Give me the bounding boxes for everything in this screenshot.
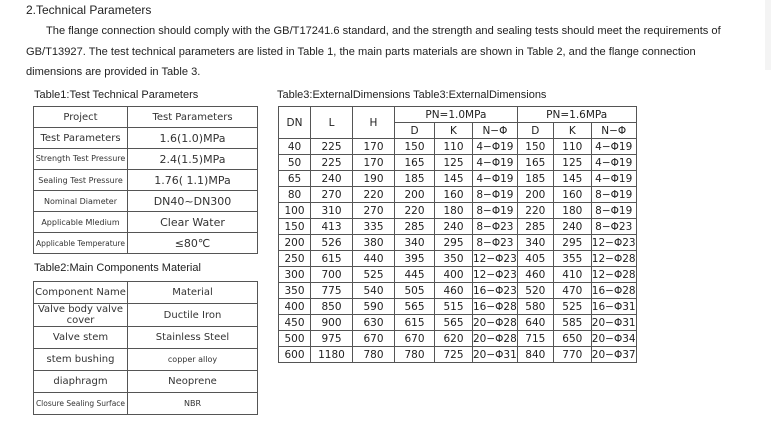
table-cell: 170	[353, 139, 395, 155]
table-cell: 600	[279, 347, 311, 363]
table-row	[34, 191, 258, 212]
table-cell: 180	[435, 203, 473, 219]
table-row	[279, 267, 637, 283]
table-cell: 670	[395, 331, 435, 347]
table-header-cell: K	[553, 123, 591, 139]
table-cell: 300	[279, 267, 311, 283]
table-row	[279, 331, 637, 347]
table-cell: 725	[435, 347, 473, 363]
table-cell: 180	[553, 203, 591, 219]
table-cell: 285	[517, 219, 553, 235]
table-cell: Nominal Diameter	[34, 191, 128, 212]
table-cell: 770	[553, 347, 591, 363]
table-cell: 100	[279, 203, 311, 219]
table1-caption: Table1:Test Technical Parameters	[34, 89, 199, 101]
table-cell: 20−Φ28	[473, 316, 517, 329]
table-cell: 975	[311, 331, 353, 347]
table-cell: 295	[553, 235, 591, 251]
table-row	[34, 128, 258, 149]
table-cell: 540	[353, 283, 395, 299]
table-row	[279, 139, 637, 155]
paragraph-text: The flange connection should comply with the GB/T17241.6 standard, and the strength and sealing tests should meet the requirements of GB/T13927. The test technical parameters are listed in Table 1, the main parts materials are shown in Table 2, and the flange connection dimensions are provided in Table 3.	[26, 25, 721, 78]
table-cell: 12−Φ28	[591, 268, 636, 281]
table-cell: Stainless Steel	[128, 327, 258, 349]
table-row	[34, 233, 258, 254]
table-cell: 4−Φ19	[473, 155, 518, 171]
table-row	[279, 347, 637, 363]
table-cell: 400	[279, 299, 311, 315]
table-cell: 413	[311, 219, 353, 235]
table-cell: 20−Φ31	[473, 348, 517, 361]
table-cell: 285	[395, 219, 435, 235]
table-cell: 840	[517, 347, 553, 363]
table-cell: 445	[395, 267, 435, 283]
table-row	[279, 235, 637, 251]
table-cell: 340	[517, 235, 553, 251]
table-cell: 590	[353, 299, 395, 315]
table-cell: 670	[353, 331, 395, 347]
table3-caption: Table3:ExternalDimensions Table3:ExternalDimensions	[277, 89, 547, 101]
table-cell: 12−Φ28	[591, 252, 636, 265]
table-header-cell: D	[395, 123, 435, 139]
table-cell: 615	[311, 251, 353, 267]
table-cell: 780	[353, 347, 395, 363]
table-cell: 16−Φ28	[473, 300, 517, 313]
table-cell: Applicable Mledium	[34, 212, 128, 233]
table-cell: NBR	[128, 393, 258, 415]
table-cell: 526	[311, 235, 353, 251]
table-row	[279, 187, 637, 203]
table-cell: 200	[279, 235, 311, 251]
table-body	[279, 139, 637, 363]
table-cell: 240	[435, 219, 473, 235]
table-header-cell: L	[311, 107, 353, 139]
table-row	[279, 299, 637, 315]
external-dimensions-table	[278, 106, 637, 363]
table-cell: Component Name	[34, 282, 128, 304]
table-cell: copper alloy	[128, 349, 258, 371]
table-cell: 565	[395, 299, 435, 315]
table-cell: stem bushing	[34, 349, 128, 371]
table-cell: 355	[553, 251, 591, 267]
table-cell: 640	[517, 315, 553, 331]
table-cell: 395	[395, 251, 435, 267]
table-cell: 585	[553, 315, 591, 331]
table-cell: 335	[353, 219, 395, 235]
table-cell: Material	[128, 282, 258, 304]
page-edge-shadow	[765, 0, 771, 70]
table-cell: 630	[353, 315, 395, 331]
table-cell: 780	[395, 347, 435, 363]
table-cell: 715	[517, 331, 553, 347]
table-cell: diaphragm	[34, 371, 128, 393]
table-cell: Test Parameters	[34, 128, 128, 149]
table-cell: 4−Φ19	[473, 171, 518, 187]
table-cell: 470	[553, 283, 591, 299]
table-cell: 615	[395, 315, 435, 331]
table-header-row	[34, 107, 258, 128]
table-cell: 12−Φ23	[473, 268, 517, 281]
table-cell: 1180	[311, 347, 353, 363]
section-paragraph	[26, 21, 751, 83]
table-cell: 460	[517, 267, 553, 283]
table-cell: Strength Test Pressure	[34, 149, 128, 170]
table-cell: 8−Φ23	[473, 235, 518, 251]
table-cell: 650	[553, 331, 591, 347]
table-cell: 185	[517, 171, 553, 187]
table-cell: Valve body valve cover	[34, 304, 128, 327]
table-cell: 16−Φ31	[591, 300, 636, 313]
table-cell: 12−Φ23	[591, 236, 636, 249]
table-cell: 40	[279, 139, 311, 155]
table-row	[34, 371, 258, 393]
table-cell: 125	[435, 155, 473, 171]
table-cell: 20−Φ31	[591, 316, 636, 329]
table-cell: 410	[553, 267, 591, 283]
table-cell: 125	[553, 155, 591, 171]
table-cell: 220	[517, 203, 553, 219]
table-cell: 240	[553, 219, 591, 235]
table-cell: 350	[279, 283, 311, 299]
table-header-cell: K	[435, 123, 473, 139]
table-cell: 240	[311, 171, 353, 187]
table-cell: 225	[311, 155, 353, 171]
table-cell: 8−Φ23	[473, 219, 518, 235]
table-header-cell: D	[517, 123, 553, 139]
table-cell: 4−Φ19	[591, 171, 636, 187]
table-cell: DN40~DN300	[128, 191, 258, 212]
table-cell: 145	[553, 171, 591, 187]
materials-table	[33, 281, 258, 415]
table-cell: ≤80℃	[128, 233, 258, 254]
table-cell: 160	[553, 187, 591, 203]
table-cell: 565	[435, 315, 473, 331]
table-header-cell: Test Parameters	[128, 107, 258, 128]
table-cell: 515	[435, 299, 473, 315]
table-cell: 145	[435, 171, 473, 187]
table-cell: 150	[517, 139, 553, 155]
section-heading: 2.Technical Parameters	[26, 3, 152, 17]
table-header-cell: DN	[279, 107, 311, 139]
table-cell: 16−Φ28	[591, 284, 636, 297]
table-cell: Sealing Test Pressure	[34, 170, 128, 191]
table-header-cell: PN=1.6MPa	[517, 107, 636, 123]
table-row	[34, 149, 258, 170]
table-cell: 80	[279, 187, 311, 203]
table-cell: 400	[435, 267, 473, 283]
table-cell: 1.6(1.0)MPa	[128, 128, 258, 149]
table-cell: 2.4(1.5)MPa	[128, 149, 258, 170]
table-row	[34, 170, 258, 191]
table-row	[279, 219, 637, 235]
table-row	[34, 212, 258, 233]
table-cell: 4−Φ19	[473, 139, 518, 155]
table-cell: 270	[353, 203, 395, 219]
table-cell: Applicable Temperature	[34, 233, 128, 254]
table-cell: 16−Φ23	[473, 284, 517, 297]
table-cell: 20−Φ34	[591, 332, 636, 345]
table-cell: 110	[553, 139, 591, 155]
table-cell: 220	[353, 187, 395, 203]
test-parameters-table	[33, 106, 258, 254]
table-cell: 700	[311, 267, 353, 283]
table-cell: 620	[435, 331, 473, 347]
table-cell: 500	[279, 331, 311, 347]
table-cell: 165	[517, 155, 553, 171]
table-cell: 460	[435, 283, 473, 299]
table-row	[34, 393, 258, 415]
table-row	[34, 304, 258, 327]
table-cell: Valve stem	[34, 327, 128, 349]
table-cell: 505	[395, 283, 435, 299]
table-cell: Ductile Iron	[128, 304, 258, 327]
table-row	[279, 251, 637, 267]
table-cell: 8−Φ19	[473, 203, 518, 219]
table-cell: 12−Φ23	[473, 252, 517, 265]
table-cell: 4−Φ19	[591, 139, 636, 155]
table-cell: 160	[435, 187, 473, 203]
table-cell: Neoprene	[128, 371, 258, 393]
table-cell: 900	[311, 315, 353, 331]
table-header-cell: Project	[34, 107, 128, 128]
table-cell: 580	[517, 299, 553, 315]
table-cell: 200	[395, 187, 435, 203]
table-cell: 350	[435, 251, 473, 267]
table-cell: 440	[353, 251, 395, 267]
table-row	[34, 349, 258, 371]
table-cell: 1.76( 1.1)MPa	[128, 170, 258, 191]
table-row	[279, 283, 637, 299]
table-cell: 295	[435, 235, 473, 251]
table-cell: 450	[279, 315, 311, 331]
table-cell: 165	[395, 155, 435, 171]
table-cell: 4−Φ19	[591, 155, 636, 171]
table-cell: 150	[279, 219, 311, 235]
table-cell: 250	[279, 251, 311, 267]
table-cell: 190	[353, 171, 395, 187]
table-cell: 220	[395, 203, 435, 219]
table-row	[279, 203, 637, 219]
table-cell: 20−Φ28	[473, 332, 517, 345]
table-header-cell: PN=1.0MPa	[395, 107, 518, 123]
table-header-row	[279, 107, 637, 123]
table-cell: 525	[553, 299, 591, 315]
table-row	[34, 327, 258, 349]
table-row	[279, 315, 637, 331]
table-header-cell: N−Φ	[591, 123, 636, 139]
table-cell: 50	[279, 155, 311, 171]
table-cell: 200	[517, 187, 553, 203]
table-cell: 270	[311, 187, 353, 203]
table-row	[34, 282, 258, 304]
table-cell: 405	[517, 251, 553, 267]
table-cell: 20−Φ37	[591, 348, 636, 361]
table-cell: 340	[395, 235, 435, 251]
table-header-cell: H	[353, 107, 395, 139]
table-cell: 525	[353, 267, 395, 283]
table-cell: Closure Sealing Surface	[34, 393, 128, 415]
table-cell: 8−Φ23	[591, 219, 636, 235]
table-cell: Clear Water	[128, 212, 258, 233]
table-cell: 520	[517, 283, 553, 299]
table-cell: 380	[353, 235, 395, 251]
table-cell: 185	[395, 171, 435, 187]
table-cell: 225	[311, 139, 353, 155]
table-cell: 775	[311, 283, 353, 299]
table-cell: 150	[395, 139, 435, 155]
table-cell: 310	[311, 203, 353, 219]
table-cell: 8−Φ19	[473, 187, 518, 203]
table-cell: 65	[279, 171, 311, 187]
table-cell: 8−Φ19	[591, 203, 636, 219]
table-cell: 110	[435, 139, 473, 155]
table-header-cell: N−Φ	[473, 123, 518, 139]
table-cell: 170	[353, 155, 395, 171]
table-row	[279, 155, 637, 171]
table2-caption: Table2:Main Components Material	[34, 262, 201, 274]
table-cell: 8−Φ19	[591, 187, 636, 203]
table-row	[279, 171, 637, 187]
table-cell: 850	[311, 299, 353, 315]
